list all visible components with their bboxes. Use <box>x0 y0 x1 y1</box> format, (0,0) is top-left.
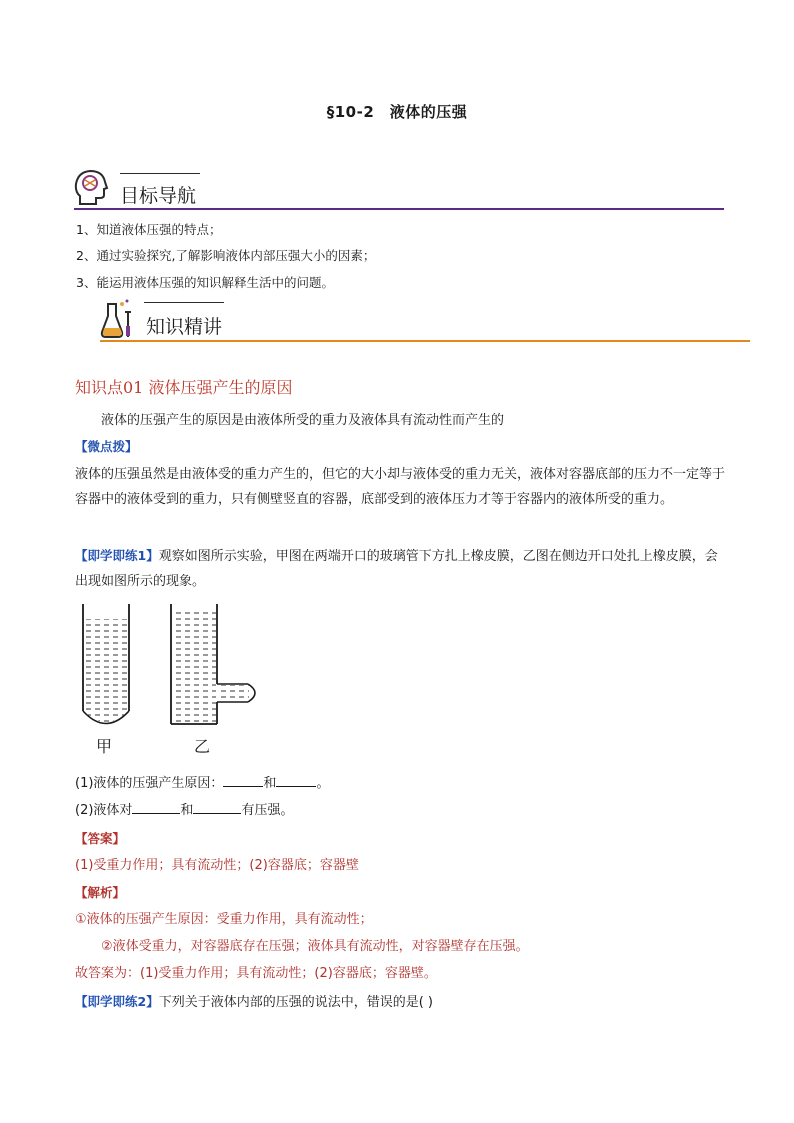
tube-diagram <box>76 604 276 734</box>
question-2-text-c: 有压强。 <box>241 803 294 818</box>
knowledge-point-title: 知识点01 液体压强产生的原因 <box>75 378 293 397</box>
kp-intro <box>75 408 725 433</box>
goal-item-2: 2、通过实验探究,了解影响液体内部压强大小的因素； <box>76 248 376 263</box>
question-2-text-b: 和 <box>180 803 194 818</box>
knowledge-header-overline <box>144 302 224 303</box>
exercise-2-tag: 【即学即练2】 <box>75 994 159 1009</box>
question-1 <box>75 771 725 796</box>
answer-tag <box>75 826 725 852</box>
analysis-tag <box>75 880 725 906</box>
analysis-line-2: ②液体受重力，对容器底存在压强；液体具有流动性，对容器壁存在压强。 <box>101 939 529 954</box>
analysis-line-3: 故答案为：(1)受重力作用；具有流动性；(2)容器底；容器壁。 <box>75 966 437 981</box>
exercise-2 <box>75 989 725 1015</box>
knowledge-header-underline <box>100 340 750 342</box>
lab-flask-icon <box>100 298 138 340</box>
goal-header-overline <box>120 173 200 174</box>
exercise-2-text: 下列关于液体内部的压强的说法中，错误的是( ) <box>158 995 433 1010</box>
analysis-tag-label: 【解析】 <box>75 885 126 900</box>
answer-text: (1)受重力作用；具有流动性；(2)容器底；容器壁 <box>75 858 359 873</box>
knowledge-header-label: 知识精讲 <box>146 316 223 338</box>
figure-label-a: 甲 <box>96 737 113 756</box>
question-1-text-c: 。 <box>316 776 330 791</box>
tip-text: 液体的压强虽然是由液体受的重力产生的，但它的大小却与液体受的重力无关，液体对容器底部的压力不一定等于容器中的液体受到的重力，只有侧壁竖直的容器，底部受到的液体压力才等于容器内的液体所受的重力。 <box>75 467 726 507</box>
answer-blank <box>276 774 316 787</box>
analysis-line-1: ①液体的压强产生原因：受重力作用，具有流动性； <box>75 912 373 927</box>
figure-label-b: 乙 <box>194 737 211 756</box>
goal-item-3: 3、能运用液体压强的知识解释生活中的问题。 <box>76 275 334 290</box>
question-1-text-b: 和 <box>263 776 277 791</box>
answer-blank <box>132 801 180 814</box>
question-1-text-a: (1)液体的压强产生原因： <box>75 776 224 791</box>
page-title: §10-2 液体的压强 <box>326 103 468 121</box>
answer-blank <box>223 774 263 787</box>
question-2-text-a: (2)液体对 <box>75 803 133 818</box>
section-knowledge-header <box>100 298 750 344</box>
section-goal-header <box>74 168 724 212</box>
goal-item-1: 1、知道液体压强的特点； <box>76 222 222 237</box>
exercise-1-tag: 【即学即练1】 <box>75 548 159 563</box>
tip-tag <box>75 434 725 460</box>
goal-header-label: 目标导航 <box>120 185 197 207</box>
tip-tag-label: 【微点拨】 <box>75 439 138 454</box>
exercise-1 <box>75 543 725 594</box>
answer-blank <box>193 801 241 814</box>
answer-tag-label: 【答案】 <box>75 831 126 846</box>
kp-intro-text: 液体的压强产生的原因是由液体所受的重力及液体具有流动性而产生的 <box>101 413 505 428</box>
question-2 <box>75 798 725 823</box>
goal-header-underline <box>74 208 724 210</box>
experiment-figure <box>76 604 276 764</box>
exercise-1-text: 观察如图所示实验，甲图在两端开口的玻璃管下方扎上橡皮膜，乙图在侧边开口处扎上橡皮膜，会出现如图所示的现象。 <box>75 549 718 589</box>
brain-head-icon <box>74 168 110 208</box>
